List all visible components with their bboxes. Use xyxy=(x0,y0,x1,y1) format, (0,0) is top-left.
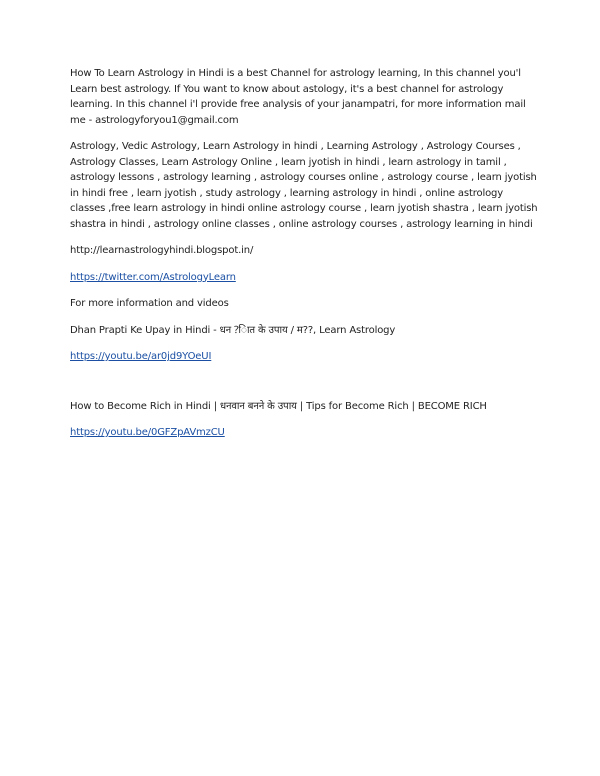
video2-link[interactable]: https://youtu.be/0GFZpAVmzCU xyxy=(70,427,225,438)
document-body xyxy=(70,66,540,452)
blog-url-text: http://learnastrologyhindi.blogspot.in/ xyxy=(70,245,254,256)
keywords-paragraph: Astrology, Vedic Astrology, Learn Astrology in hindi , Learning Astrology , Astrology Courses , Astrology Classes, Learn Astrology Online , learn jyotish in hindi , learn astrology in tamil , astrology lessons , astrology learning , astrology courses online , astrology course , learn jyotish in hindi free , learn jyotish , study astrology , learning astrology in hindi , online astrology classes ,free learn astrology in hindi online astrology course , learn jyotish shastra , learn jyotish shastra in hindi , astrology online classes , online astrology courses , astrology learning in hindi xyxy=(70,141,538,230)
spacer xyxy=(70,376,540,399)
twitter-link[interactable]: https://twitter.com/AstrologyLearn xyxy=(70,271,236,283)
intro-paragraph: How To Learn Astrology in Hindi is a best Channel for astrology learning, In this channel you'l Learn best astrology. If You want to know about astology, it's a best channel for astrology learning. In this channel i'l provide free analysis of your janampatri, for more information mail me - astrologyforyou1@gmail.com xyxy=(70,68,526,126)
more-info-text: For more information and videos xyxy=(70,298,229,309)
video2-title: How to Become Rich in Hindi | धनवान बनने के उपाय | Tips for Become Rich | BECOME RICH xyxy=(70,400,487,412)
video1-title: Dhan Prapti Ke Upay in Hindi - धन ?ाित के उपाय / म??, Learn Astrology xyxy=(70,324,396,336)
video1-link[interactable]: https://youtu.be/ar0jd9YOeUI xyxy=(70,351,212,362)
